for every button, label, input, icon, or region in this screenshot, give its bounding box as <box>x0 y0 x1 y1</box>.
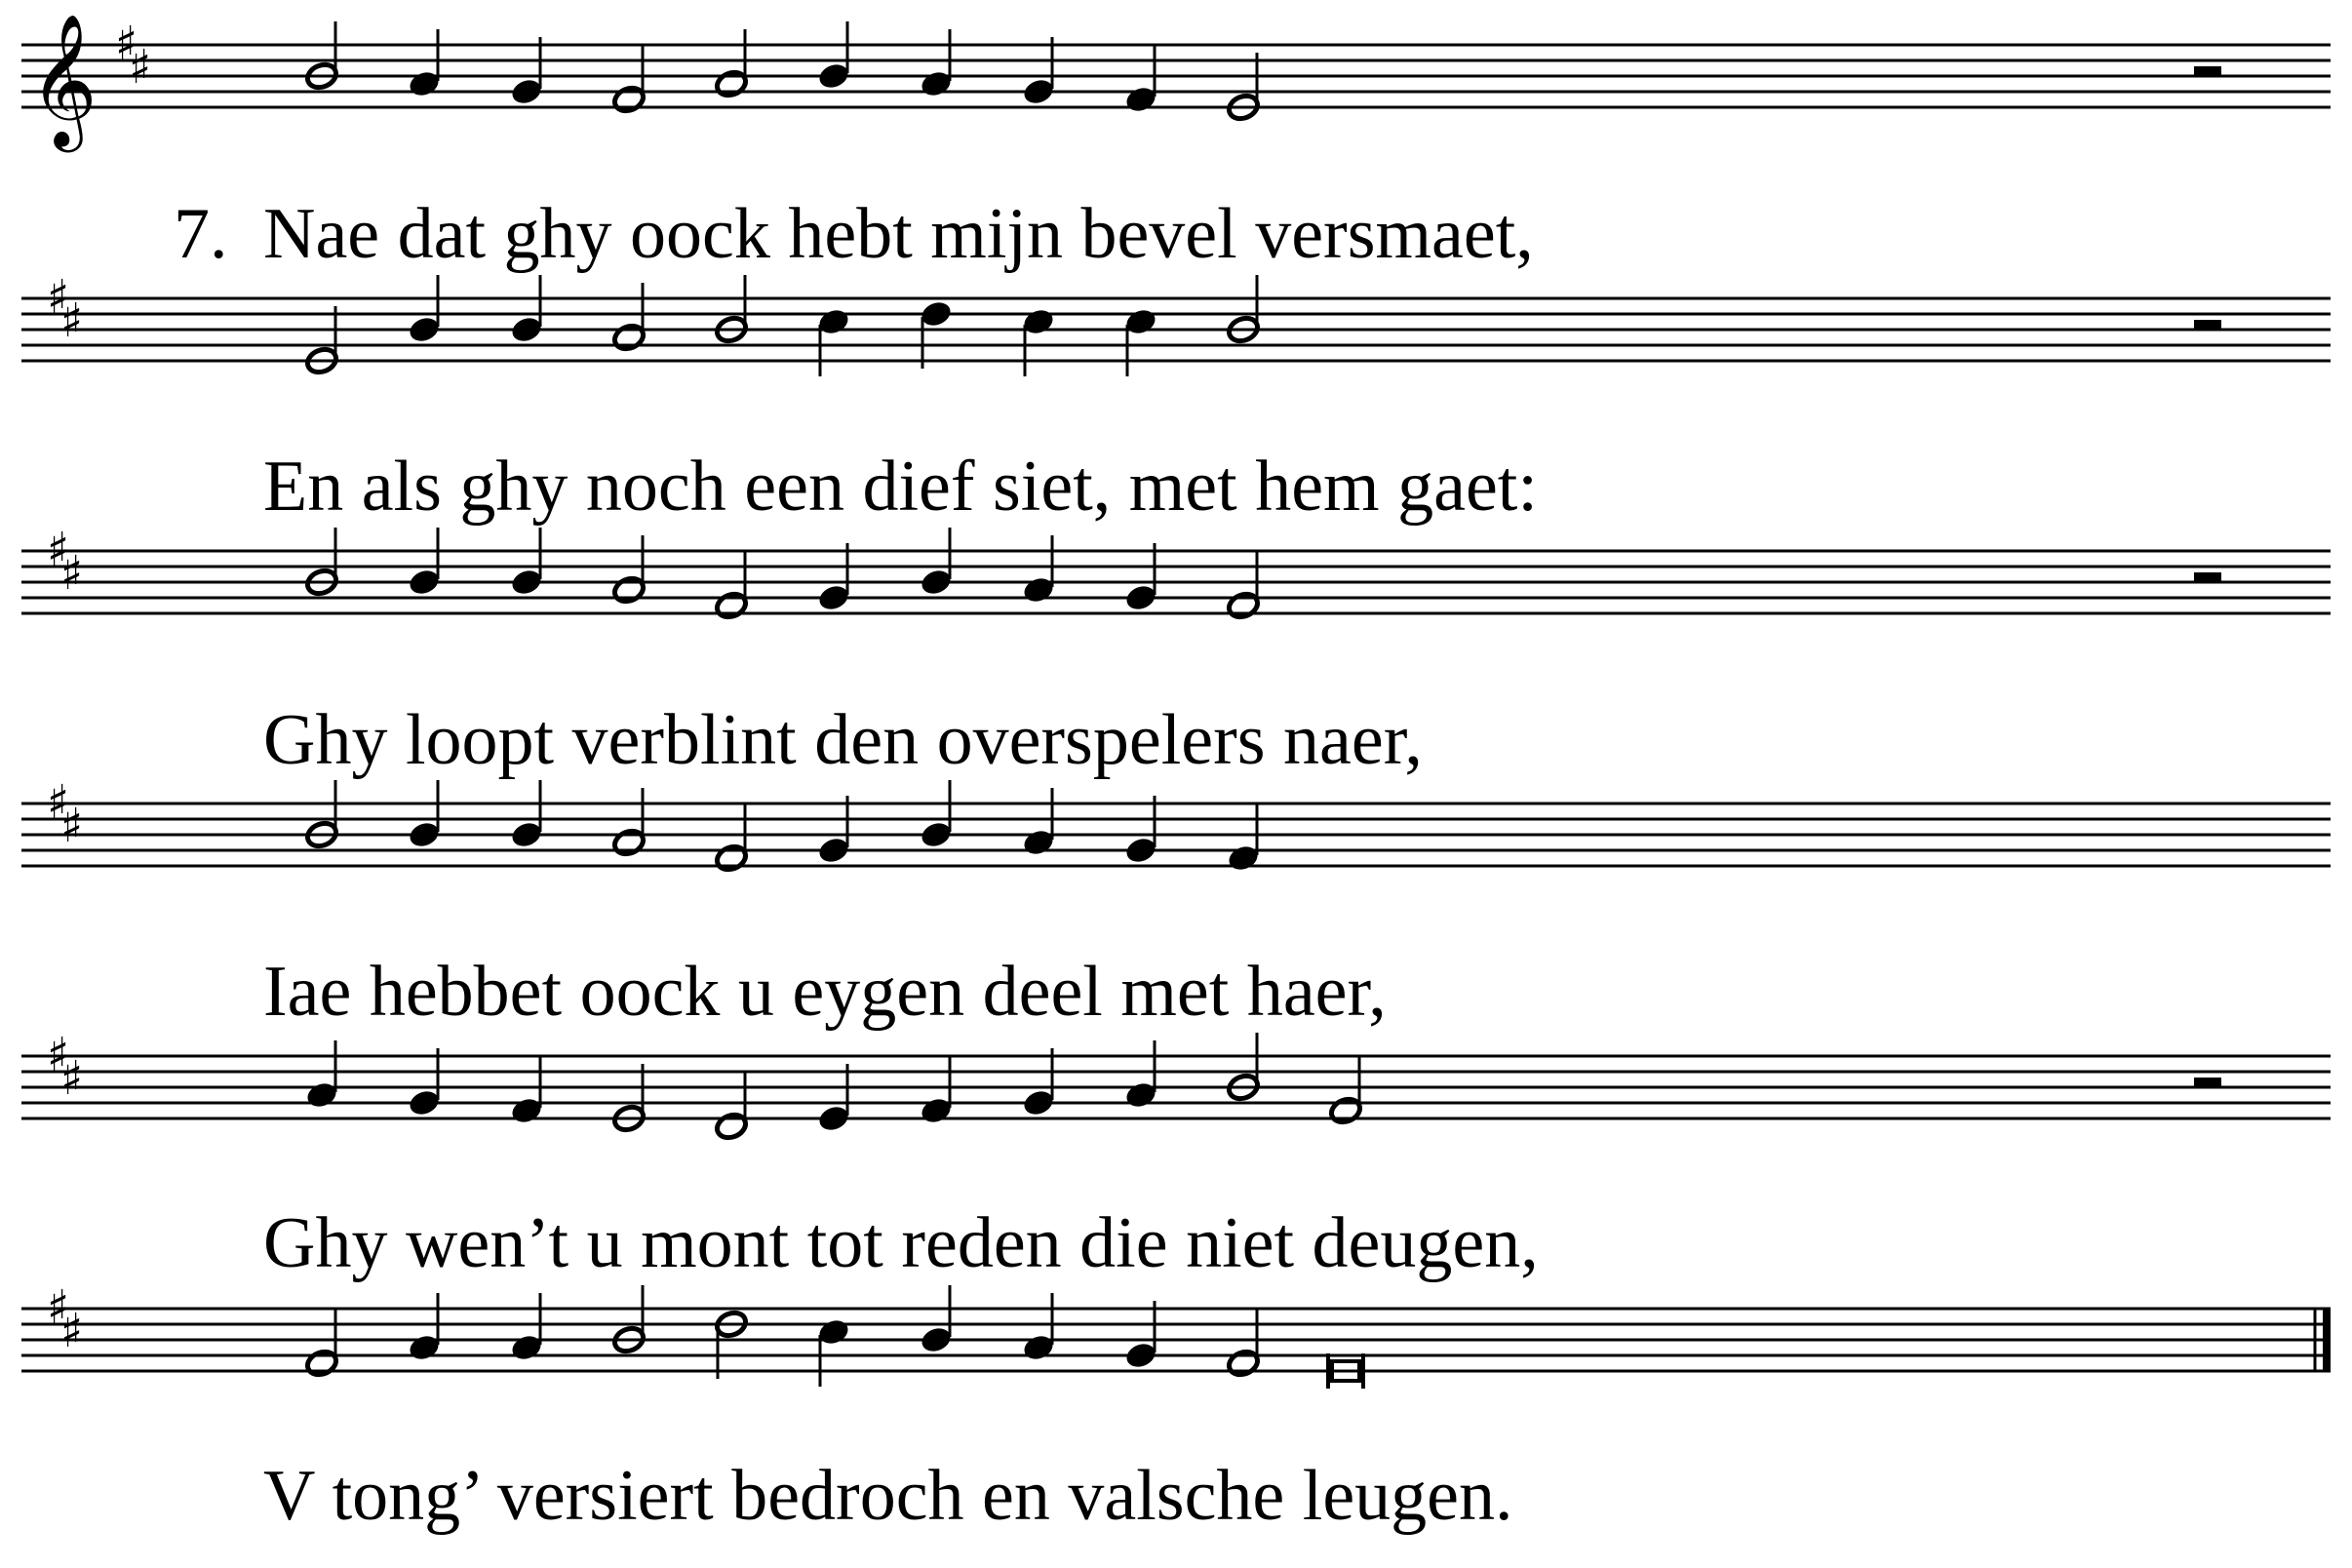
sharp-c-icon: ♯ <box>60 294 84 348</box>
note <box>816 306 851 376</box>
sharp-c-icon: ♯ <box>60 546 84 601</box>
note <box>816 1064 851 1134</box>
note <box>1226 275 1261 345</box>
note <box>714 1309 749 1379</box>
note <box>304 1040 339 1111</box>
note <box>304 780 339 850</box>
note <box>919 1056 954 1126</box>
note <box>1226 1309 1261 1379</box>
lyric-line-6: V tong’ versiert bedroch en valsche leugen. <box>263 1456 1513 1536</box>
note <box>714 804 749 874</box>
sharp-f-icon: ♯ <box>47 775 70 830</box>
lyric-line-5: Ghy wen’t u mont tot reden die niet deugen, <box>263 1203 1539 1283</box>
note <box>304 21 339 92</box>
note <box>407 1293 442 1363</box>
note <box>1123 45 1158 115</box>
note <box>509 1293 544 1363</box>
note <box>1123 1040 1158 1111</box>
note <box>509 528 544 598</box>
note <box>509 37 544 107</box>
lyric-line-4: Iae hebbet oock u eygen deel met haer, <box>263 952 1387 1032</box>
half-rest-icon <box>2194 320 2221 330</box>
note <box>611 1064 647 1134</box>
note <box>509 1056 544 1126</box>
note <box>611 283 647 353</box>
sharp-f-icon: ♯ <box>47 1280 70 1335</box>
note <box>407 1048 442 1118</box>
note <box>1226 804 1261 874</box>
note <box>919 528 954 598</box>
note <box>714 551 749 621</box>
note <box>304 306 339 376</box>
sharp-f-icon: ♯ <box>47 270 70 325</box>
note <box>816 21 851 92</box>
half-rest-icon <box>2194 1078 2221 1087</box>
note <box>919 29 954 99</box>
note <box>1123 1301 1158 1371</box>
note <box>611 788 647 858</box>
treble-clef: 𝄞 <box>29 12 98 146</box>
half-rest-icon <box>2194 572 2221 582</box>
note <box>1328 1056 1363 1126</box>
note <box>407 275 442 345</box>
note <box>1021 788 1056 858</box>
note <box>919 780 954 850</box>
note <box>714 275 749 345</box>
note <box>1226 1033 1261 1103</box>
note <box>1123 543 1158 613</box>
note <box>1123 306 1158 376</box>
note <box>407 528 442 598</box>
lyric-line-3: Ghy loopt verblint den overspelers naer, <box>263 700 1423 780</box>
note <box>919 1285 954 1355</box>
note <box>1226 53 1261 123</box>
sharp-c-icon: ♯ <box>60 1051 84 1106</box>
sharp-f-icon: ♯ <box>47 1028 70 1082</box>
note <box>1123 796 1158 866</box>
note <box>304 528 339 598</box>
note <box>304 1309 339 1379</box>
note <box>1021 535 1056 606</box>
note <box>1226 551 1261 621</box>
note <box>816 796 851 866</box>
note <box>714 29 749 99</box>
note <box>1021 306 1056 376</box>
note <box>816 1316 851 1387</box>
note <box>509 275 544 345</box>
sharp-f-icon: ♯ <box>47 523 70 577</box>
sharp-c-icon: ♯ <box>60 1304 84 1358</box>
lyric-line-1: Nae dat ghy oock hebt mijn bevel versmaet, <box>263 194 1534 274</box>
note <box>509 780 544 850</box>
note <box>1021 37 1056 107</box>
note <box>611 535 647 606</box>
note <box>407 780 442 850</box>
half-rest-icon <box>2194 66 2221 76</box>
lyric-line-2: En als ghy noch een dief siet, met hem gaet: <box>263 447 1538 527</box>
verse-number: 7. <box>174 194 228 274</box>
note <box>611 45 647 115</box>
note <box>816 543 851 613</box>
note <box>611 1285 647 1355</box>
sharp-c-icon: ♯ <box>60 799 84 853</box>
note <box>1021 1293 1056 1363</box>
note <box>714 1072 749 1142</box>
note <box>1021 1048 1056 1118</box>
sharp-f-icon: ♯ <box>115 17 138 71</box>
note <box>407 29 442 99</box>
sharp-c-icon: ♯ <box>129 40 152 95</box>
note <box>919 298 954 369</box>
